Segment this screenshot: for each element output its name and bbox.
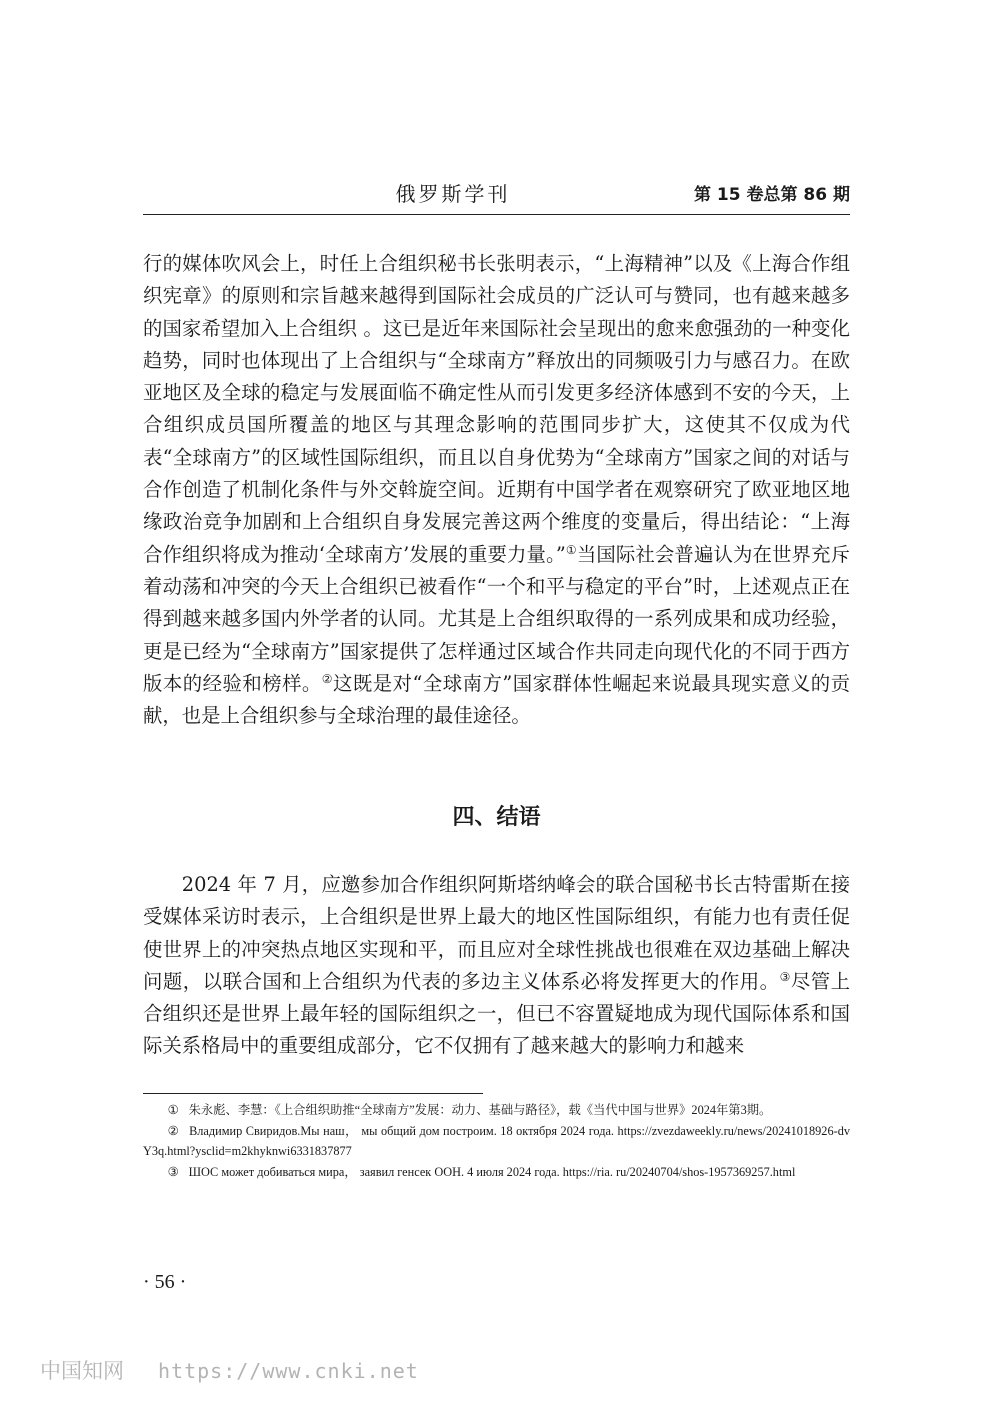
watermark-url[interactable]: https://www.cnki.net [158, 1359, 419, 1383]
cnki-watermark [40, 1355, 419, 1385]
section-heading: 四、结语 [452, 805, 541, 830]
body-paragraph-1 [143, 248, 850, 732]
footnote-divider [143, 1093, 483, 1094]
footnote-mark: ① [167, 1103, 179, 1117]
journal-title: 俄罗斯学刊 [395, 182, 511, 206]
footnote-1 [143, 1100, 850, 1121]
paragraph-text: 尽管上合组织还是世界上最年轻的国际组织之一，但已不容置疑地成为现代国际体系和国际关系格局中的重要组成部分，它不仅拥有了越来越大的影响力和越来 [143, 969, 851, 1058]
paragraph-text: 2024 年 7 月，应邀参加合作组织阿斯塔纳峰会的联合国秘书长古特雷斯在接受媒体采访时表示，上合组织是世界上最大的地区性国际组织，有能力也有责任促使世界上的冲突热点地区实现和平，而且应对全球性挑战也很难在双边基础上解决问题，以联合国和上合组织为代表的多边主义体系必将发挥更大的作用。 [143, 873, 850, 993]
footnotes [143, 1100, 850, 1182]
footnote-ref-1[interactable]: ① [565, 542, 577, 557]
footnote-mark: ③ [167, 1164, 179, 1179]
footnote-ref-2[interactable]: ② [321, 671, 334, 686]
paragraph-text: 当国际社会普遍认为在世界充斥着动荡和冲突的今天上合组织已被看作“一个和平与稳定的平台”时，上述观点正在得到越来越多国内外学者的认同。尤其是上合组织取得的一系列成果和成功经验，更是已经为“全球南方”国家提供了怎样通过区域合作共同走向现代化的不同于西方版本的经验和榜样。 [143, 542, 850, 695]
footnote-2 [143, 1121, 850, 1162]
watermark-logo-text: 中国知网 [40, 1359, 124, 1383]
footnote-3 [143, 1162, 850, 1183]
paragraph-text: 这既是对“全球南方”国家群体性崛起来说最具现实意义的贡献，也是上合组织参与全球治理的最佳途径。 [143, 671, 850, 728]
body-paragraph-2 [143, 869, 850, 1063]
footnote-text: 朱永彪、李慧：《上合组织助推“全球南方”发展：动力、基础与路径》，载《当代中国与世界》2024年第3期。 [188, 1103, 772, 1117]
running-header [143, 176, 850, 215]
page-number: · 56 · [143, 1271, 187, 1293]
footnote-ref-3[interactable]: ③ [779, 969, 791, 984]
footnote-text: Владимир Свиридов.Мы наш， мы общий дом построим. 18 октября 2024 года. https://zvezdaweekly.ru/news/20241018926-dvY3q.html?ysclid=m2khyknwi6331837877 [143, 1123, 850, 1158]
footnote-text: ШОС может добиваться мира， заявил генсек ООН. 4 июля 2024 года. https://ria. ru/20240704/shos-1957369257.html [188, 1164, 796, 1179]
issue-label: 第 15 卷总第 86 期 [694, 185, 850, 205]
footnote-mark: ② [167, 1123, 180, 1138]
paragraph-text: 行的媒体吹风会上，时任上合组织秘书长张明表示，“上海精神”以及《上海合作组织宪章》的原则和宗旨越来越得到国际社会成员的广泛认可与赞同，也有越来越多的国家希望加入上合组织 。这已是近年来国际社会呈现出的愈来愈强劲的一种变化趋势，同时也体现出了上合组织与“全球南方”释放出的同频吸引力与感召力。在欧亚地区及全球的稳定与发展面临不确定性从而引发更多经济体感到不安的今天，上合组织成员国所覆盖的地区与其理念影响的范围同步扩大，这使其不仅成为代表“全球南方”的区域性国际组织，而且以自身优势为“全球南方”国家之间的对话与合作创造了机制化条件与外交斡旋空间。近期有中国学者在观察研究了欧亚地区地缘政治竞争加剧和上合组织自身发展完善这两个维度的变量后，得出结论：“上海合作组织将成为推动‘全球南方’发展的重要力量。” [143, 252, 850, 566]
